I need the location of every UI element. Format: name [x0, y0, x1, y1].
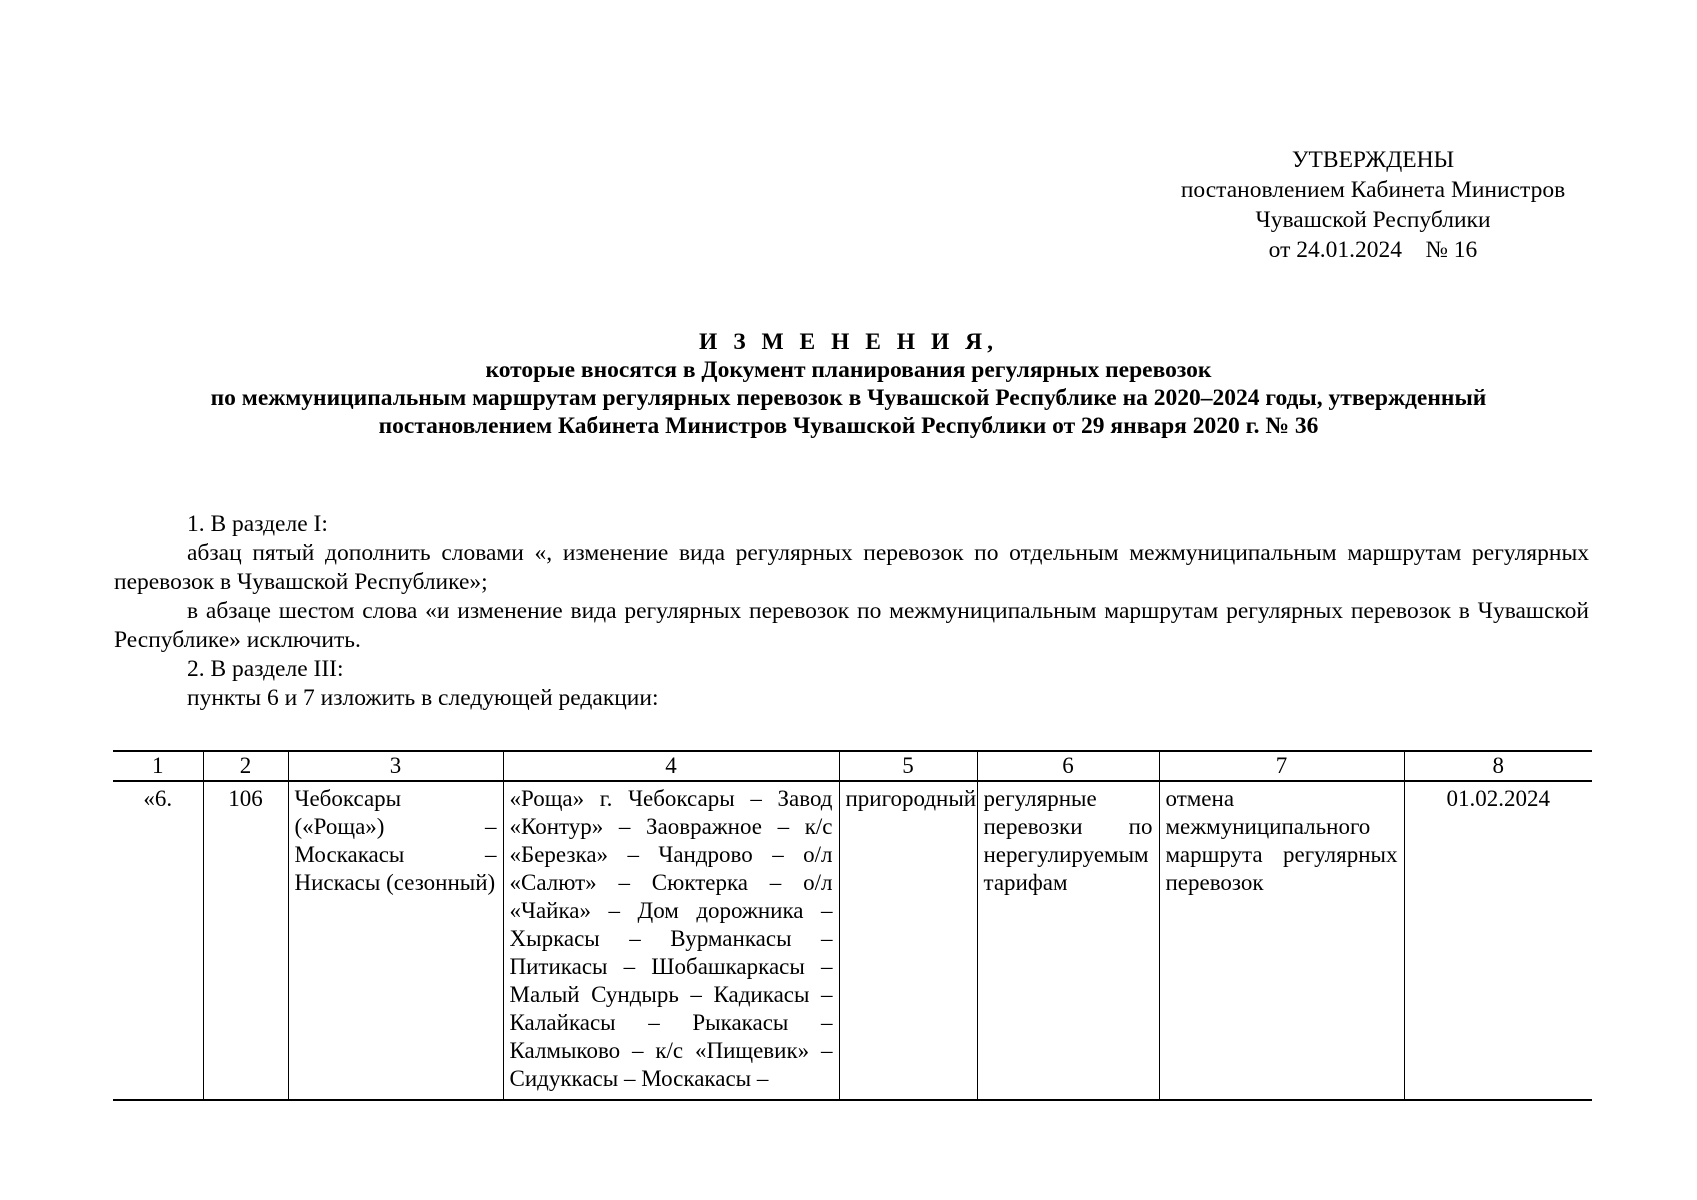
column-header: 7	[1159, 751, 1404, 781]
title-line-2: по межмуниципальным маршрутам регулярных перевозок в Чувашской Республике на 2020–2024 годы, утвержденный	[210, 385, 1487, 411]
paragraph-amend-5: абзац пятый дополнить словами «, изменение вида регулярных перевозок по отдельным межмуниципальным маршрутам регулярных перевозок в Чувашской Республике»;	[114, 540, 1589, 595]
cell-route-name: Чебоксары («Роща») – Москакасы – Нискасы (сезонный)	[288, 781, 503, 1100]
cell-route-number: 106	[203, 781, 288, 1100]
table-header-row	[113, 751, 1592, 781]
column-header: 5	[839, 751, 977, 781]
document-title	[0, 328, 1697, 440]
approval-stamp	[1148, 145, 1598, 265]
document-body	[114, 510, 1589, 713]
cell-date: 01.02.2024	[1404, 781, 1592, 1100]
paragraph-section-3: 2. В разделе III:	[187, 656, 344, 682]
column-header: 3	[288, 751, 503, 781]
approval-line-date-number: от 24.01.2024 № 16	[1268, 237, 1478, 263]
approval-heading: УТВЕРЖДЕНЫ	[1291, 147, 1455, 173]
approval-line-republic: Чувашской Республики	[1255, 207, 1491, 233]
amendment-table	[113, 750, 1592, 1101]
cell-transport-kind: регулярные перевозки по нерегулируемым тарифам	[977, 781, 1159, 1100]
column-header: 1	[113, 751, 203, 781]
cell-route-stops: «Роща» г. Чебоксары – Завод «Контур» – Заовражное – к/с «Березка» – Чандрово – о/л «Салют» – Сюктерка – о/л «Чайка» – Дом дорожника – Хыркасы – Вурманкасы – Питикасы – Шобашкаркасы – Малый Сундырь – Кадикасы – Калайкасы – Рыкакасы – Калмыково – к/с «Пищевик» – Сидуккасы – Москакасы –	[503, 781, 839, 1100]
paragraph-section-1: 1. В разделе I:	[187, 511, 328, 537]
column-header: 4	[503, 751, 839, 781]
title-line-1: которые вносятся в Документ планирования регулярных перевозок	[485, 357, 1212, 383]
paragraph-amend-6: в абзаце шестом слова «и изменение вида регулярных перевозок по межмуниципальным маршрутам регулярных перевозок в Чувашской Республике» исключить.	[114, 598, 1589, 653]
column-header: 6	[977, 751, 1159, 781]
table-row	[113, 781, 1592, 1100]
paragraph-items: пункты 6 и 7 изложить в следующей редакции:	[187, 685, 659, 711]
cell-planned-action: отмена межмуниципального маршрута регулярных перевозок	[1159, 781, 1404, 1100]
approval-line-decree: постановлением Кабинета Министров	[1180, 177, 1566, 203]
title-heading: И З М Е Н Е Н И Я,	[699, 329, 998, 355]
cell-item-number: «6.	[113, 781, 203, 1100]
column-header: 8	[1404, 751, 1592, 781]
column-header: 2	[203, 751, 288, 781]
cell-route-type: пригородный	[839, 781, 977, 1100]
title-line-3: постановлением Кабинета Министров Чувашской Республики от 29 января 2020 г. № 36	[378, 413, 1319, 439]
